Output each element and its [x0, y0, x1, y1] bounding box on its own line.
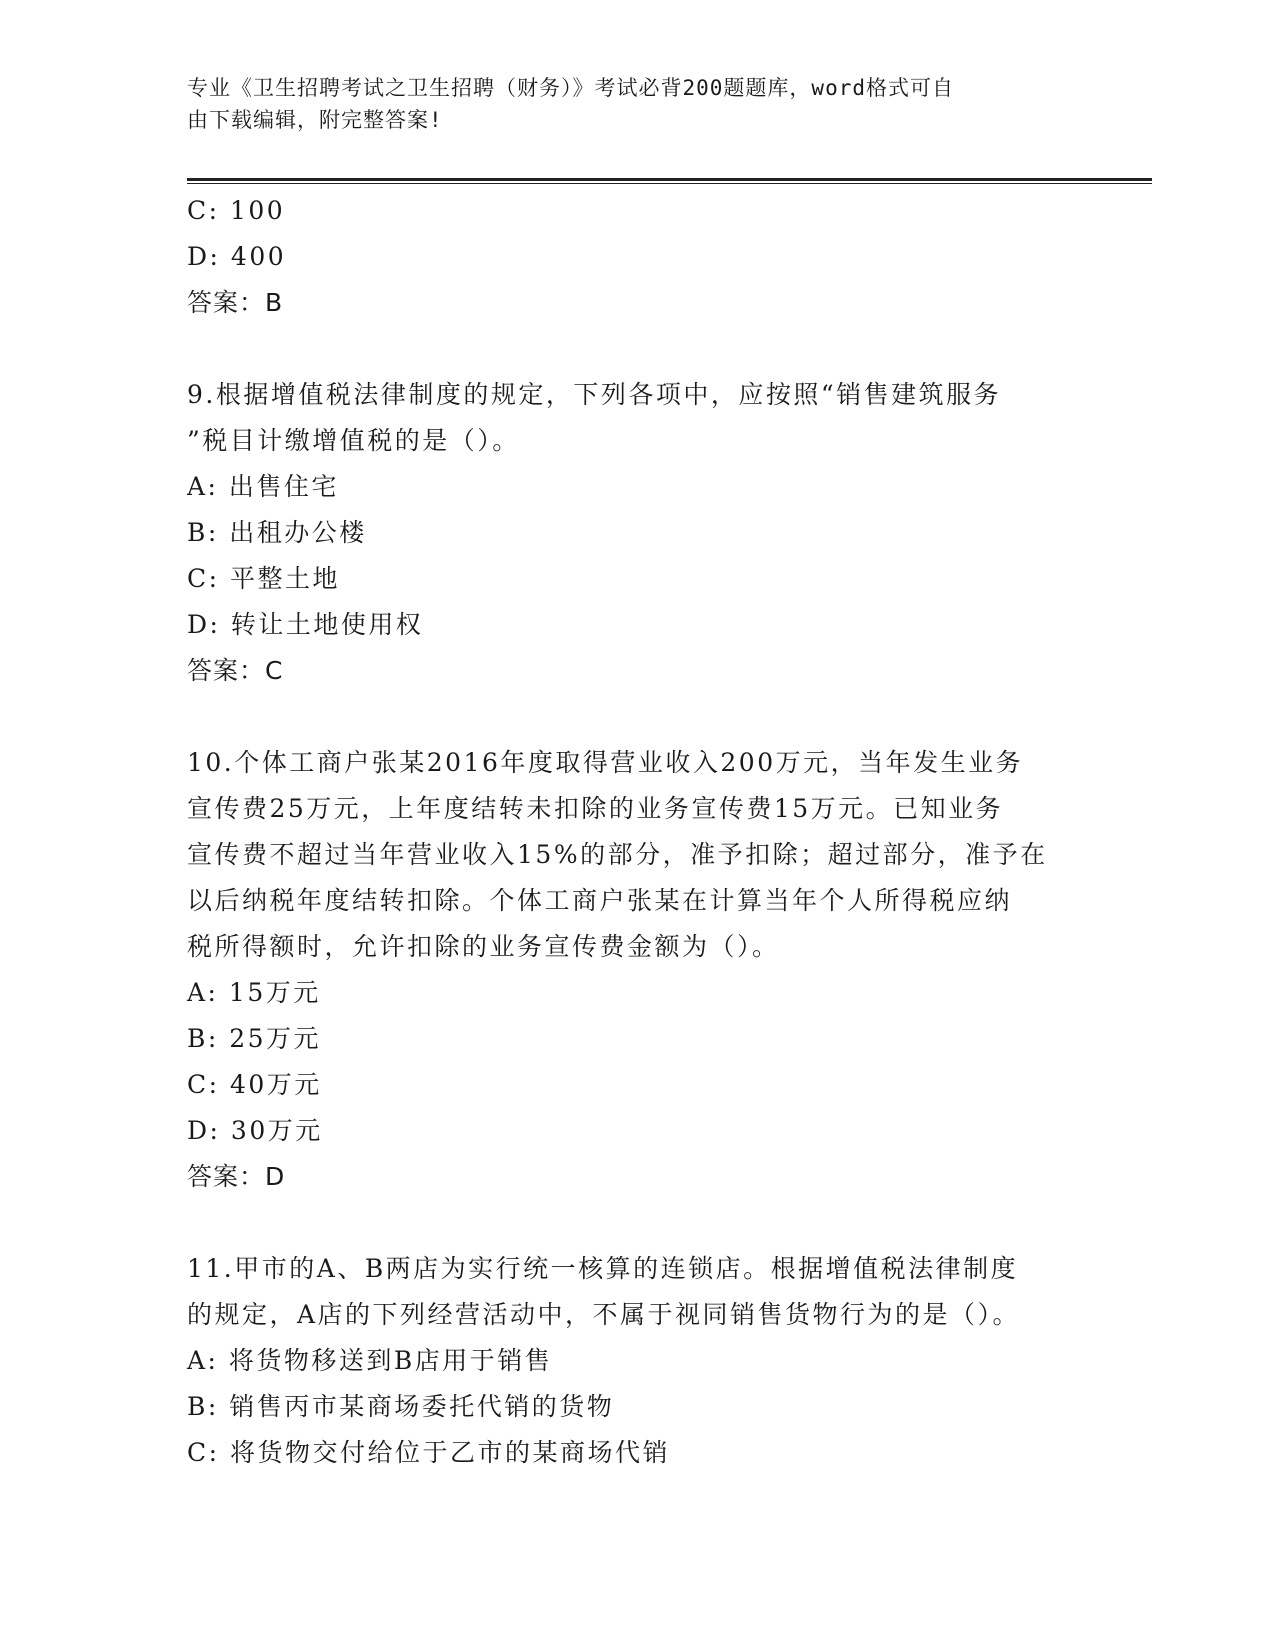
- question-9: [187, 372, 1087, 694]
- question-text-line: 宣传费不超过当年营业收入15%的部分，准予扣除；超过部分，准予在: [187, 840, 1048, 869]
- option-d: D: 转让土地使用权: [187, 610, 424, 639]
- answer-line: 答案：D: [187, 1162, 286, 1191]
- question-text-line: 9.根据增值税法律制度的规定，下列各项中，应按照“销售建筑服务: [187, 380, 1002, 409]
- document-header: [187, 72, 1067, 136]
- answer-line: 答案：C: [187, 656, 284, 685]
- option-d: D: 400: [187, 242, 287, 271]
- question-text-line: 税所得额时，允许扣除的业务宣传费金额为（）。: [187, 932, 780, 961]
- option-c: C: 将货物交付给位于乙市的某商场代销: [187, 1438, 670, 1467]
- question-text-line: 宣传费25万元，上年度结转未扣除的业务宣传费15万元。已知业务: [187, 794, 1004, 823]
- question-10: [187, 740, 1087, 1200]
- option-c: C: 100: [187, 196, 286, 225]
- header-line-1: 专业《卫生招聘考试之卫生招聘（财务）》考试必背200题题库，word格式可自: [187, 76, 954, 100]
- option-b: B: 25万元: [187, 1024, 322, 1053]
- option-b: B: 销售丙市某商场委托代销的货物: [187, 1392, 615, 1421]
- spacer: [187, 694, 1087, 740]
- document-body: [187, 188, 1087, 1476]
- question-11: [187, 1246, 1087, 1476]
- option-c: C: 40万元: [187, 1070, 322, 1099]
- option-d: D: 30万元: [187, 1116, 323, 1145]
- question-text-line: 以后纳税年度结转扣除。个体工商户张某在计算当年个人所得税应纳: [187, 886, 1013, 915]
- header-divider-thick: [187, 178, 1152, 181]
- answer-line: 答案：B: [187, 288, 284, 317]
- option-b: B: 出租办公楼: [187, 518, 367, 547]
- spacer: [187, 326, 1087, 372]
- option-a: A: 15万元: [187, 978, 321, 1007]
- option-c: C: 平整土地: [187, 564, 340, 593]
- question-text: [187, 740, 1087, 970]
- option-a: A: 出售住宅: [187, 472, 339, 501]
- previous-question-tail: [187, 188, 1087, 326]
- question-text: [187, 372, 1087, 464]
- spacer: [187, 1200, 1087, 1246]
- question-text: [187, 1246, 1087, 1338]
- header-divider-thin: [187, 183, 1152, 184]
- question-text-line: 11.甲市的A、B两店为实行统一核算的连锁店。根据增值税法律制度: [187, 1254, 1019, 1283]
- question-text-line: 10.个体工商户张某2016年度取得营业收入200万元，当年发生业务: [187, 748, 1024, 777]
- header-line-2: 由下载编辑，附完整答案!: [187, 108, 443, 132]
- question-text-line: 的规定，A店的下列经营活动中，不属于视同销售货物行为的是（）。: [187, 1300, 1021, 1329]
- question-text-line: ”税目计缴增值税的是（）。: [187, 426, 520, 455]
- option-a: A: 将货物移送到B店用于销售: [187, 1346, 553, 1375]
